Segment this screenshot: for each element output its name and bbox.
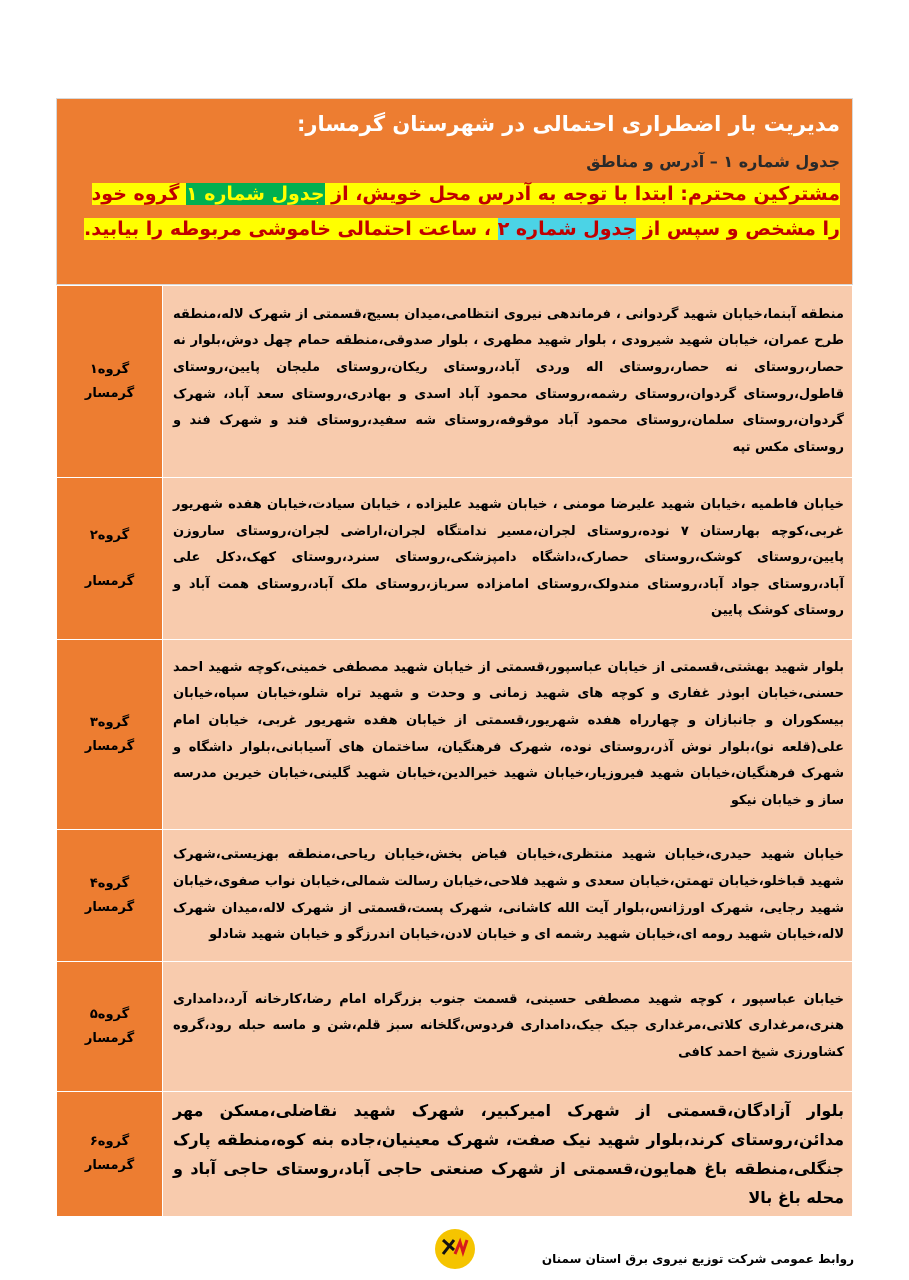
- group-areas: منطقه آبنما،خیابان شهید گردوانی ، فرماندهی نیروی انتظامی،میدان بسیج،قسمتی از شهرک لاله،منطقه طرح عمران، خیابان شهید شیرودی ، بلوار شهید مطهری ، بلوار صدوقی،منطقه حمام چهل دوش،بلوار نه حصار،روستای نه حصار،روستای اله وردی آباد،روستای ریکان،روستای ملیجان پایین،روستای قاطول،روستای گردوان،روستای رشمه،روستای محمود آباد اسدی و بهادری،روستای سعد آباد، شهرک گردوان،روستای سلمان،روستای محمود آباد موقوفه،روستای شه سفید،روستای فند و شهرک فند و روستای مکس تپه: [163, 286, 853, 478]
- group-number: گروه۵: [89, 1006, 130, 1022]
- group-number: گروه۱: [89, 361, 130, 377]
- group-number: گروه۴: [89, 875, 130, 891]
- page-title: مدیریت بار اضطراری احتمالی در شهرستان گرمسار:: [297, 112, 840, 136]
- notice-part-5: ، ساعت احتمالی خاموشی مربوطه را بیابید.: [84, 218, 498, 240]
- footer: [0, 1218, 909, 1280]
- group-areas: خیابان فاطمیه ،خیابان شهید علیرضا مومنی ، خیابان شهید علیزاده ، خیابان سیادت،خیابان هفده شهریور غربی،کوچه بهارستان ۷ نوده،روستای لجران،مسیر ندامتگاه لجران،اراضی لجران،روستای ساروزن پایین،روستای کوشک،روستای حصارک،داشگاه دامپزشکی،روستای سنرد،روستای کهک،دکل علی آباد،روستای جواد آباد،روستای مندولک،روستای امامزاده سرباز،روستای ملک آباد،روستای همت آباد و روستای کوشک پایین: [163, 478, 853, 640]
- notice-part-3: گروه خود را مشخص و سپس از: [91, 183, 840, 240]
- group-number: گروه۳: [89, 714, 130, 730]
- group-city: گرمسار: [84, 738, 135, 754]
- group-city: گرمسار: [84, 1158, 135, 1173]
- group-city: گرمسار: [84, 1030, 135, 1046]
- group-number: گروه۶: [89, 1134, 130, 1149]
- group-city: گرمسار: [84, 899, 135, 915]
- group-label-cell: [57, 478, 163, 640]
- notice-part-1: مشترکین محترم: ابتدا با توجه به آدرس محل خویش، از: [324, 183, 840, 205]
- group-label-cell: [57, 640, 163, 830]
- notice-text: [69, 177, 840, 247]
- document: [56, 98, 853, 1217]
- header-panel: [56, 98, 853, 285]
- table-row: [57, 478, 853, 640]
- notice-table1-highlight: جدول شماره ۱: [186, 183, 325, 205]
- group-areas: بلوار شهید بهشتی،قسمتی از خیابان عباسپور،قسمتی از خیابان شهید مصطفی خمینی،کوچه شهید احمد حسنی،خیابان ابوذر غفاری و کوچه های شهید زمانی و وحدت و شهید تراه شلو،خیابان سپاه،خیابان بیسکوران و جانبازان و چهارراه هفده شهریور،قسمتی از خیابان هفده شهریور غربی، خیابان امام علی(قلعه نو)،بلوار نوش آذر،روستای نوده، شهرک فرهنگیان، ساختمان های آسیابانی،بلوار داشگاه و شهرک فرهنگیان،خیابان شهید فیروزیار،خیابان شهید خیرالدین،خیابان شهید گلینی،خیابان خیرین مدرسه ساز و خیابان نیکو: [163, 640, 853, 830]
- group-areas: بلوار آزادگان،قسمتی از شهرک امیرکبیر، شهرک شهید نقاضلی،مسکن مهر مدائن،روستای کرند،بلوار شهید نیک صفت، شهرک معینیان،جاده بنه کوه،منطقه پارک جنگلی،منطقه باغ همایون،قسمتی از شهرک صنعتی حاجی آباد،روستای حاجی آباد و محله باغ بالا: [163, 1092, 853, 1217]
- groups-table: [56, 285, 853, 1217]
- footer-org-text: روابط عمومی شرکت توزیع نیروی برق استان سمنان: [541, 1252, 854, 1266]
- table-row: [57, 830, 853, 962]
- group-label-cell: [57, 962, 163, 1092]
- group-label-cell: [57, 830, 163, 962]
- table-row: [57, 1092, 853, 1217]
- table-row: [57, 640, 853, 830]
- group-label-cell: [57, 286, 163, 478]
- table-subtitle: جدول شماره ۱ – آدرس و مناطق: [586, 152, 840, 171]
- notice-table2-highlight: جدول شماره ۲: [497, 218, 637, 240]
- electricity-company-logo-icon: [434, 1228, 476, 1270]
- group-areas: خیابان شهید حیدری،خیابان شهید منتظری،خیابان فیاض بخش،خیابان ریاحی،منطقه بهزیستی،شهرک شهید قباخلو،خیابان تهمتن،خیابان سعدی و شهید فلاحی،خیابان رسالت شمالی،خیابان نواب صفوی،خیابان شهید رجایی، شهرک اورژانس،بلوار آیت الله کاشانی، شهرک پست،قسمتی از شهرک لاله،میدان شهرک لاله،خیابان شهید رومه ای،خیابان شهید رشمه ای و خیابان لادن،خیابان اندرزگو و خیابان شهید شادلو: [163, 830, 853, 962]
- group-city: گرمسار: [84, 573, 135, 589]
- group-areas: خیابان عباسپور ، کوچه شهید مصطفی حسینی، قسمت جنوب بزرگراه امام رضا،کارخانه آرد،دامداری هنری،مرغداری کلاتی،مرغداری جیک جیک،دامداری فردوس،گلخانه سبز قلم،شن و ماسه حبله رود،گروه کشاورزی شیخ احمد کافی: [163, 962, 853, 1092]
- group-number: گروه۲: [89, 527, 130, 543]
- group-city: گرمسار: [84, 385, 135, 401]
- table-row: [57, 286, 853, 478]
- table-row: [57, 962, 853, 1092]
- group-label-cell: [57, 1092, 163, 1217]
